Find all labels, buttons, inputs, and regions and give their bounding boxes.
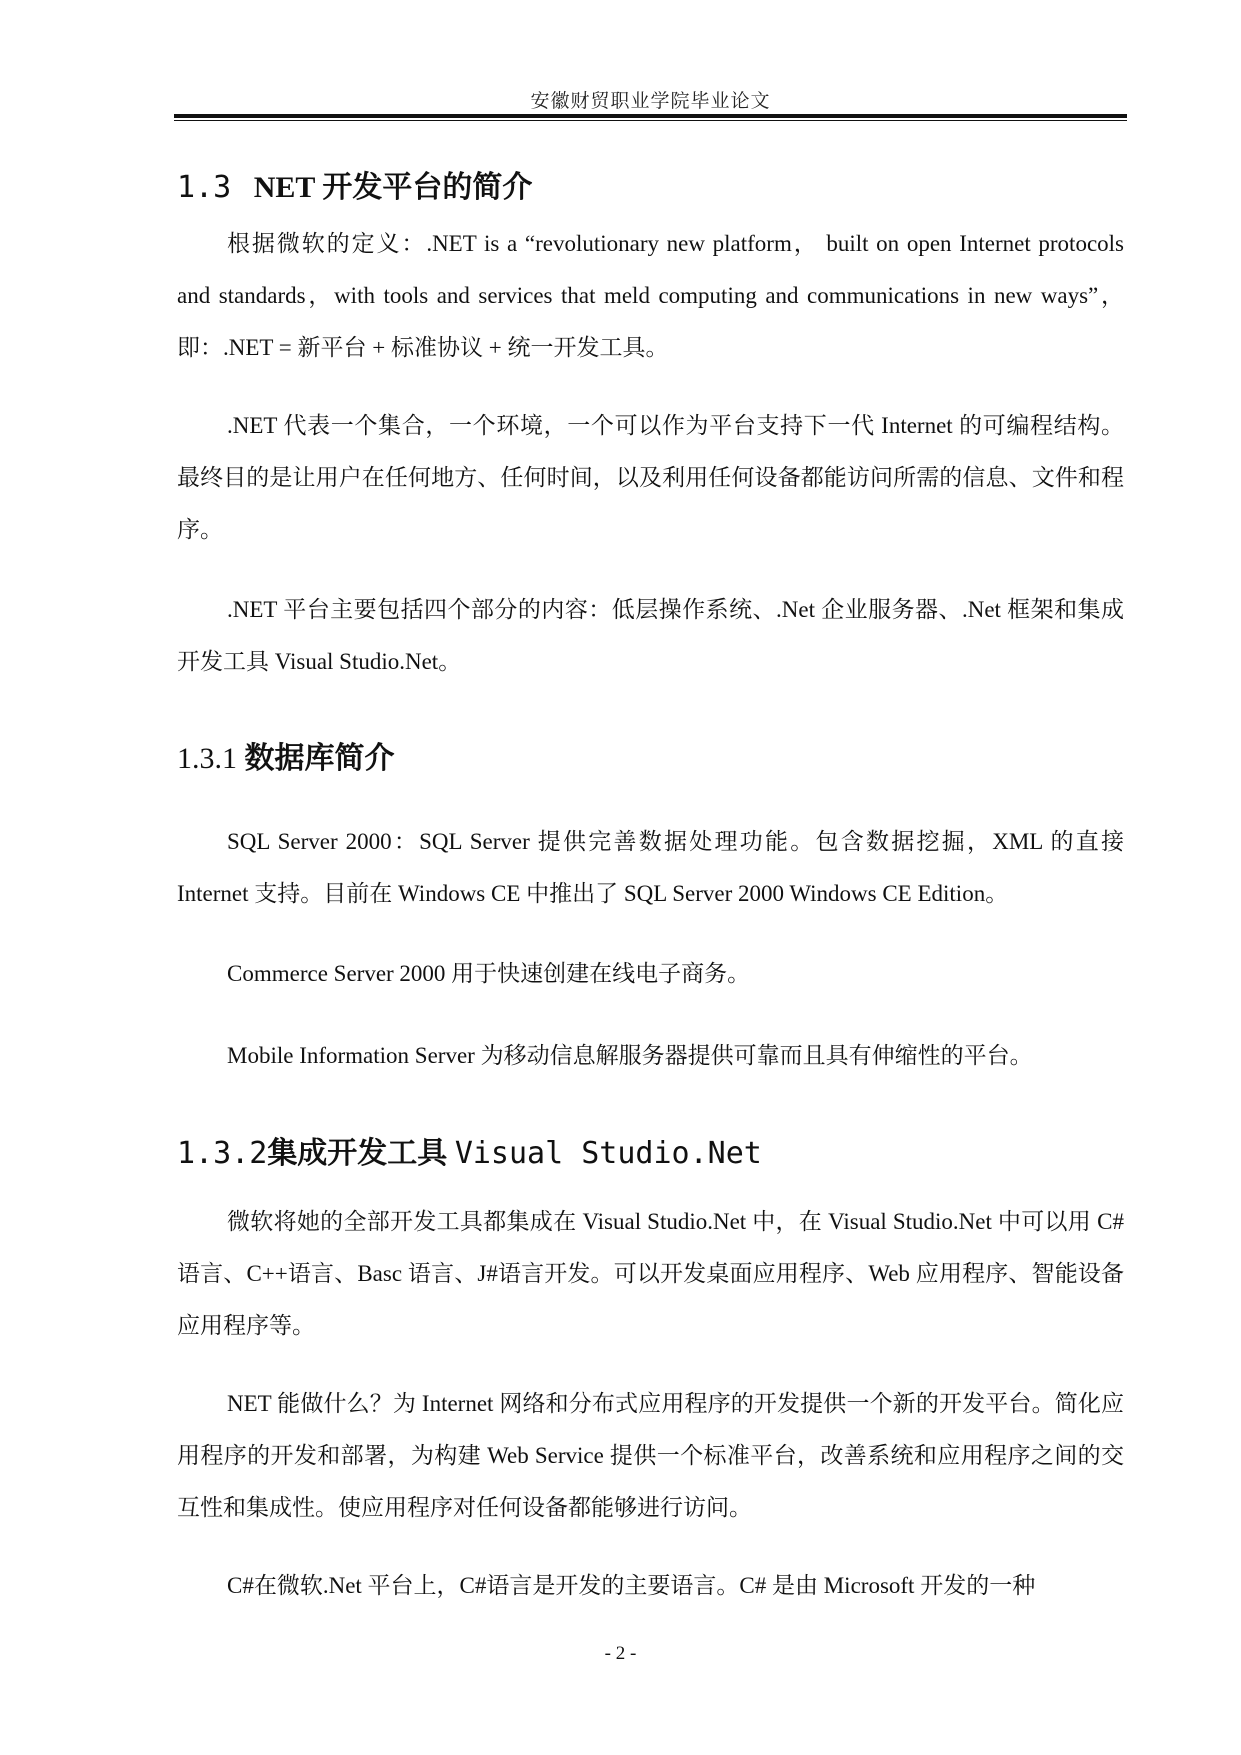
section-title: 集成开发工具 (267, 1137, 448, 1170)
header-rule-thick (174, 114, 1127, 118)
paragraph: NET 能做什么？为 Internet 网络和分布式应用程序的开发提供一个新的开发平台。简化应用程序的开发和部署，为构建 Web Service 提供一个标准平台，改善系统和应用程序之间的交互性和集成性。使应用程序对任何设备都能够进行访问。 (177, 1391, 1124, 1520)
section-number: 1.3.2 (177, 1136, 268, 1171)
section-title: NET 开发平台的简介 (253, 171, 533, 204)
paragraph: C#在微软.Net 平台上，C#语言是开发的主要语言。C# 是由 Microsoft 开发的一种 (227, 1573, 1036, 1598)
page-number: - 2 - (604, 1643, 637, 1664)
paragraph: 根据微软的定义：.NET is a “revolutionary new platform， built on open Internet protocols and standards，with tools and services that meld computing and communications in new ways”，即：.NET = 新平台 + 标准协议 + 统一开发工具。 (177, 231, 1124, 360)
section-heading-1-3-1 (177, 733, 395, 777)
section-number: 1.3 (177, 170, 232, 205)
section-heading-1-3 (177, 162, 532, 206)
running-header: 安徽财贸职业学院毕业论文 (530, 91, 771, 112)
paragraph: .NET 平台主要包括四个部分的内容：低层操作系统、.Net 企业服务器、.Net 框架和集成开发工具 Visual Studio.Net。 (177, 597, 1124, 674)
paragraph: 微软将她的全部开发工具都集成在 Visual Studio.Net 中，在 Visual Studio.Net 中可以用 C#语言、C++语言、Basc 语言、J#语言开发。可以开发桌面应用程序、Web 应用程序、智能设备应用程序等。 (177, 1209, 1124, 1338)
paragraph: Commerce Server 2000 用于快速创建在线电子商务。 (227, 961, 751, 986)
section-title: 数据库简介 (244, 742, 395, 775)
paragraph: .NET 代表一个集合，一个环境，一个可以作为平台支持下一代 Internet 的可编程结构。 最终目的是让用户在任何地方、任何时间，以及利用任何设备都能访问所需的信息、文件和程序。 (177, 413, 1124, 542)
paragraph: Mobile Information Server 为移动信息解服务器提供可靠而且具有伸缩性的平台。 (227, 1043, 1033, 1068)
section-heading-1-3-2 (177, 1128, 762, 1172)
section-title-code: Visual Studio.Net (454, 1136, 762, 1171)
paragraph: SQL Server 2000：SQL Server 提供完善数据处理功能。包含数据挖掘，XML 的直接 Internet 支持。目前在 Windows CE 中推出了 SQL Server 2000 Windows CE Edition。 (177, 829, 1124, 906)
section-number: 1.3.1 (177, 742, 237, 775)
header-rule-thin (174, 120, 1127, 121)
